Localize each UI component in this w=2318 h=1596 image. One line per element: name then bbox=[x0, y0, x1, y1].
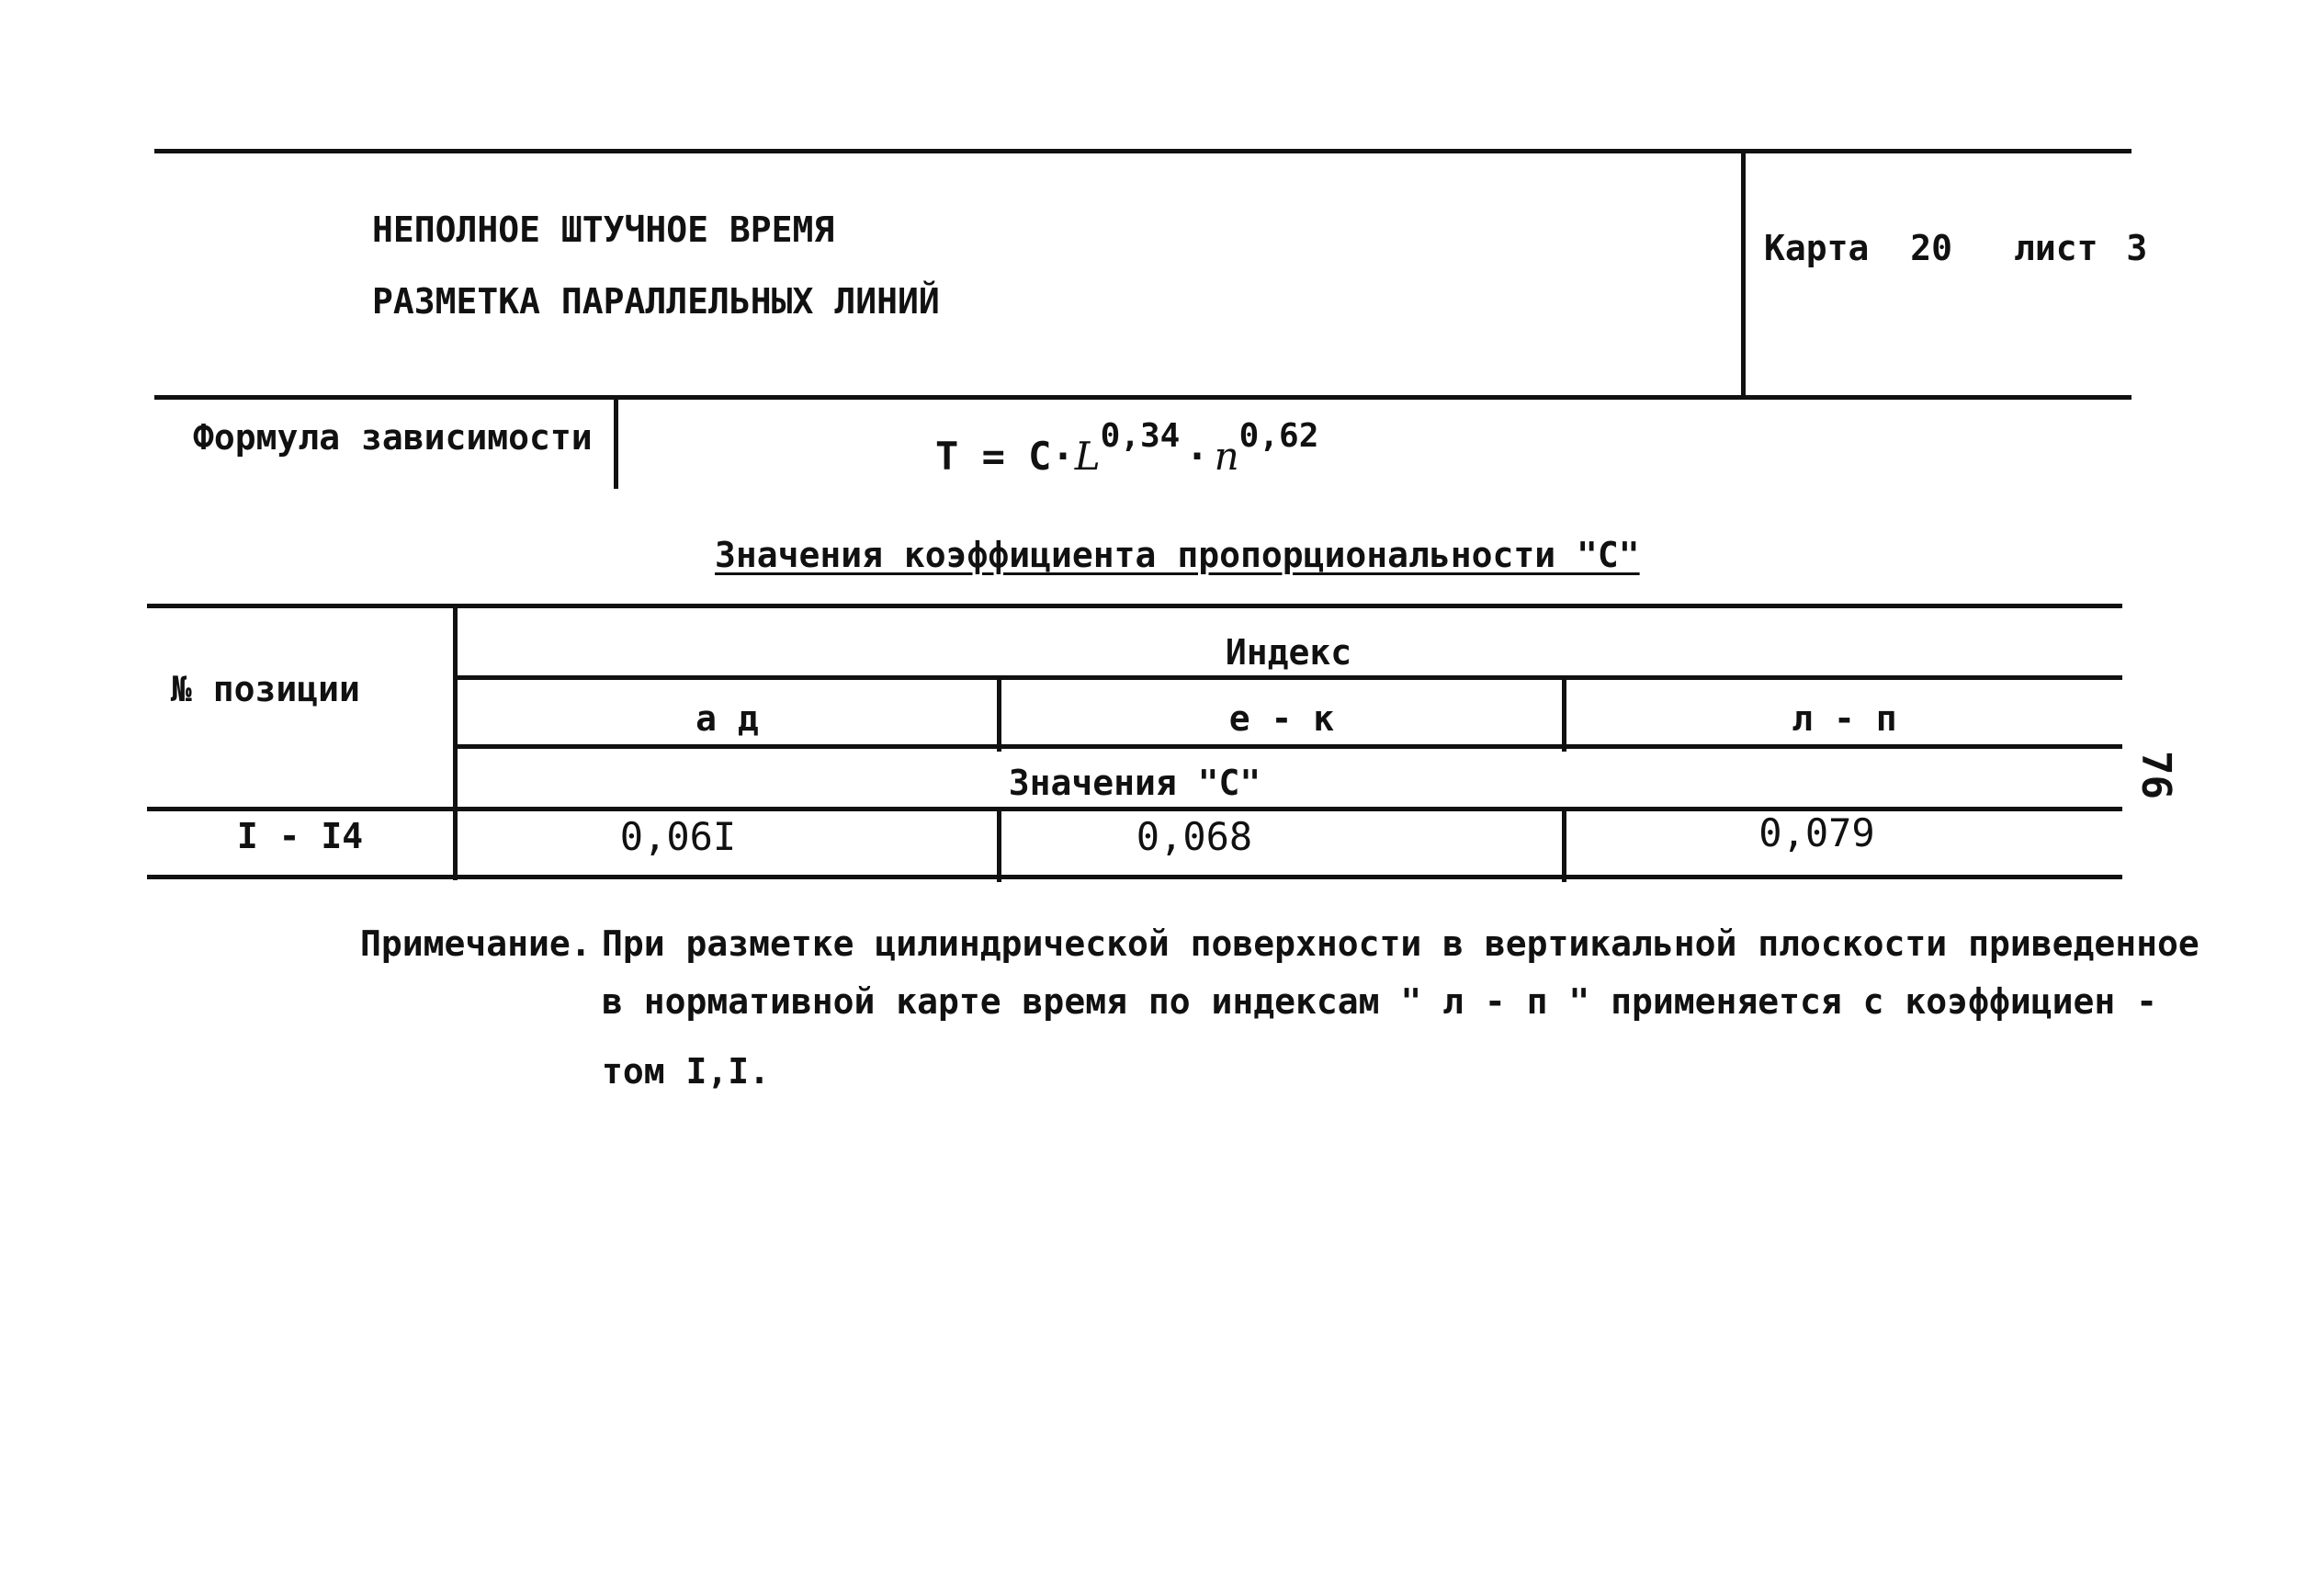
formula-exp-l: 0,34 bbox=[1100, 417, 1181, 455]
index-column-2: е - к bbox=[1228, 698, 1335, 739]
sheet-number: 3 bbox=[2126, 228, 2148, 268]
row-value-1: 0,06I bbox=[619, 814, 737, 859]
index-column-1: а д bbox=[695, 698, 759, 739]
page-number: 76 bbox=[2131, 751, 2179, 799]
table-columns-rule bbox=[455, 744, 2122, 749]
formula-exp-n: 0,62 bbox=[1238, 417, 1319, 455]
note-label: Примечание. bbox=[360, 923, 592, 964]
row-value-2: 0,068 bbox=[1136, 814, 1253, 859]
position-column-header: № позиции bbox=[171, 669, 360, 709]
formula-divider bbox=[614, 397, 618, 489]
document-title: НЕПОЛНОЕ ШТУЧНОЕ ВРЕМЯ bbox=[372, 209, 835, 250]
formula-lhs: T = C· bbox=[935, 434, 1075, 479]
sheet-label: лист bbox=[2013, 228, 2098, 268]
formula-var-n: n bbox=[1214, 434, 1239, 479]
note-line-3: том I,I. bbox=[602, 1051, 771, 1092]
note-line-2: в нормативной карте время по индексам " л - п " применяется с коэффициен - bbox=[602, 981, 2157, 1022]
header-divider bbox=[1741, 152, 1746, 398]
index-column-3: л - п bbox=[1792, 698, 1897, 739]
index-header: Индекс bbox=[1225, 632, 1352, 673]
header-top-rule bbox=[154, 149, 2131, 153]
note-line-1: При разметке цилиндрической поверхности в вертикальной плоскости приведенное bbox=[602, 923, 2199, 964]
formula-var-l: L bbox=[1074, 434, 1101, 479]
card-label: Карта bbox=[1764, 228, 1870, 268]
row-position: I - I4 bbox=[236, 816, 364, 856]
values-header: Значения "С" bbox=[1008, 763, 1261, 803]
formula-dot: · bbox=[1185, 434, 1209, 479]
header-bottom-rule bbox=[154, 395, 2131, 400]
formula-label: Формула зависимости bbox=[193, 417, 593, 458]
table-bottom-rule bbox=[147, 875, 2122, 879]
formula-expression bbox=[935, 417, 1319, 479]
row-value-3: 0,079 bbox=[1758, 810, 1875, 855]
table-caption: Значения коэффициента пропорциональности "С" bbox=[715, 535, 1640, 575]
card-reference bbox=[1764, 228, 2147, 268]
table-index-rule bbox=[455, 675, 2122, 680]
document-subtitle: РАЗМЕТКА ПАРАЛЛЕЛЬНЫХ ЛИНИЙ bbox=[372, 281, 940, 322]
table-top-rule bbox=[147, 604, 2122, 608]
card-number: 20 bbox=[1910, 228, 1953, 268]
